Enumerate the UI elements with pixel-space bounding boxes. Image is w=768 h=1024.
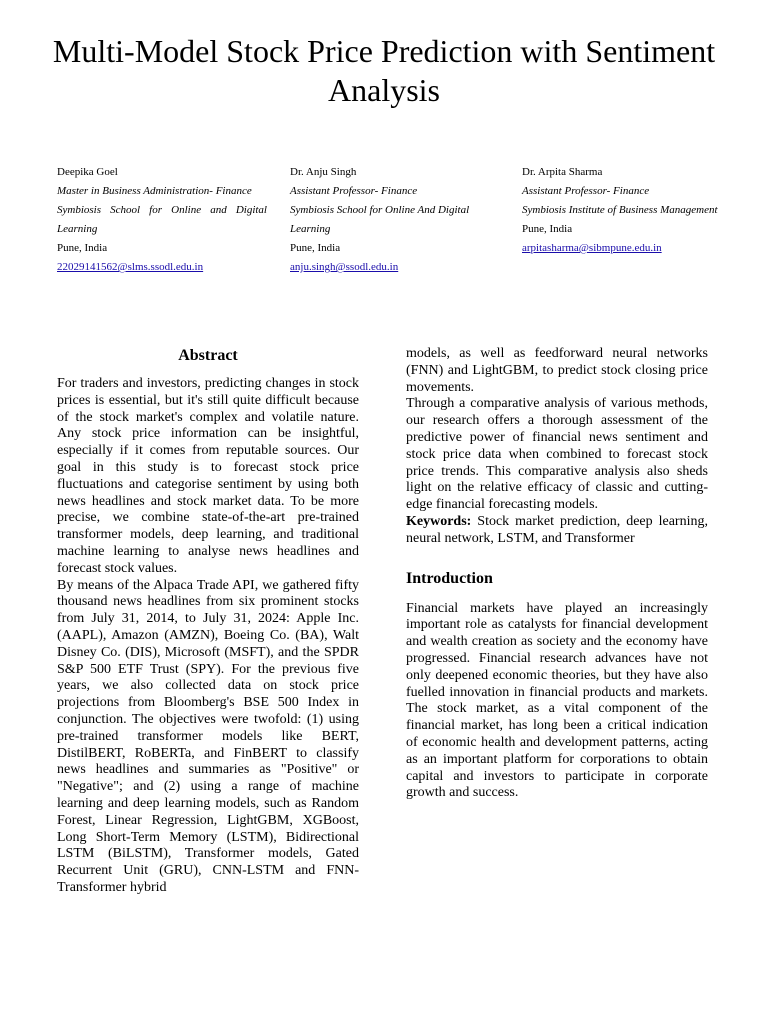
paper-title: Multi-Model Stock Price Prediction with Sentiment Analysis — [52, 33, 716, 108]
author-institution: Symbiosis Institute of Business Management — [522, 204, 718, 216]
keywords-text: Stock market prediction, deep learning, neural network, LSTM, and Transformer — [406, 513, 708, 546]
author-block-1 — [57, 163, 267, 277]
abstract-paragraph: Through a comparative analysis of various methods, our research offers a thorough assessment of the predictive power of financial news sentiment and stock price data when combined to forecast stock price trends. This comparative analysis also sheds light on the relative efficacy of classic and cutting-edge financial forecasting models. — [406, 396, 708, 513]
introduction-heading: Introduction — [406, 569, 493, 587]
author-role: Assistant Professor- Finance — [290, 185, 418, 197]
author-institution: Symbiosis School for Online and Digital Learning — [57, 204, 267, 235]
abstract-paragraph: By means of the Alpaca Trade API, we gathered fifty thousand news headlines from six prominent stocks from July 31, 2014, to July 31, 2024: Apple Inc. (AAPL), Amazon (AMZN), Boeing Co. (BA), Walt Disney Co. (DIS), Microsoft (MSFT), and the SPDR S&P 500 ETF Trust (SPY). For the previous five years, we also collected data on stock price projections from Bloomberg's BSE 500 Index in conjunction. The objectives were twofold: (1) using pre-trained transformer models like BERT, DistilBERT, RoBERTa, and FinBERT to classify news headlines and summaries as "Positive" or "Negative"; and (2) using a range of machine learning and deep learning models, such as Random Forest, Linear Regression, LightGBM, XGBoost, Long Short-Term Memory (LSTM), Bidirectional LSTM (BiLSTM), Transformer models, Gated Recurrent Unit (GRU), CNN-LSTM and FNN-Transformer hybrid — [57, 577, 359, 895]
author-name: Deepika Goel — [57, 166, 118, 178]
left-column — [57, 347, 359, 897]
keywords-label: Keywords: — [406, 513, 472, 529]
introduction-paragraph: Financial markets have played an increasingly important role as catalysts for financial development and wealth creation as society and the economy have progressed. Financial research advances have not only deepened economic theories, but they have also fuelled innovation in financial products and markets. The stock market, as a vital component of the financial market, has long been a critical indication of economic health and development patterns, acting as an important platform for corporations to obtain capital and investors to participate in corporate growth and success. — [406, 600, 708, 801]
author-location: Pune, India — [522, 223, 573, 235]
keywords — [406, 514, 708, 548]
author-name: Dr. Arpita Sharma — [522, 166, 603, 178]
author-institution: Symbiosis School for Online And Digital Learning — [290, 204, 470, 235]
abstract-paragraph-continued: models, as well as feedforward neural networks (FNN) and LightGBM, to predict stock closing price movements. — [406, 346, 708, 395]
abstract-heading: Abstract — [178, 347, 238, 364]
author-location: Pune, India — [57, 242, 108, 254]
author-email-link[interactable]: 22029141562@slms.ssodl.edu.in — [57, 261, 204, 273]
abstract-paragraph: For traders and investors, predicting changes in stock prices is essential, but it's still quite difficult because of the stock market's complex and volatile nature. Any stock price information can be insightful, especially if it comes from reputable sources. Our goal in this study is to forecast stock price fluctuations and categorise sentiment by using both news headlines and stock market data. To be more precise, we combine state-of-the-art pre-trained transformer models, deep learning, and traditional machine learning to analyse news headlines and forecast stock values. — [57, 376, 359, 576]
author-email-link[interactable]: arpitasharma@sibmpune.edu.in — [522, 242, 662, 254]
author-block-3 — [522, 163, 732, 258]
author-name: Dr. Anju Singh — [290, 166, 357, 178]
right-column — [406, 346, 708, 802]
author-role: Assistant Professor- Finance — [522, 185, 650, 197]
author-role: Master in Business Administration- Finance — [57, 185, 252, 197]
author-block-2 — [290, 163, 500, 277]
author-email-link[interactable]: anju.singh@ssodl.edu.in — [290, 261, 399, 273]
author-location: Pune, India — [290, 242, 341, 254]
